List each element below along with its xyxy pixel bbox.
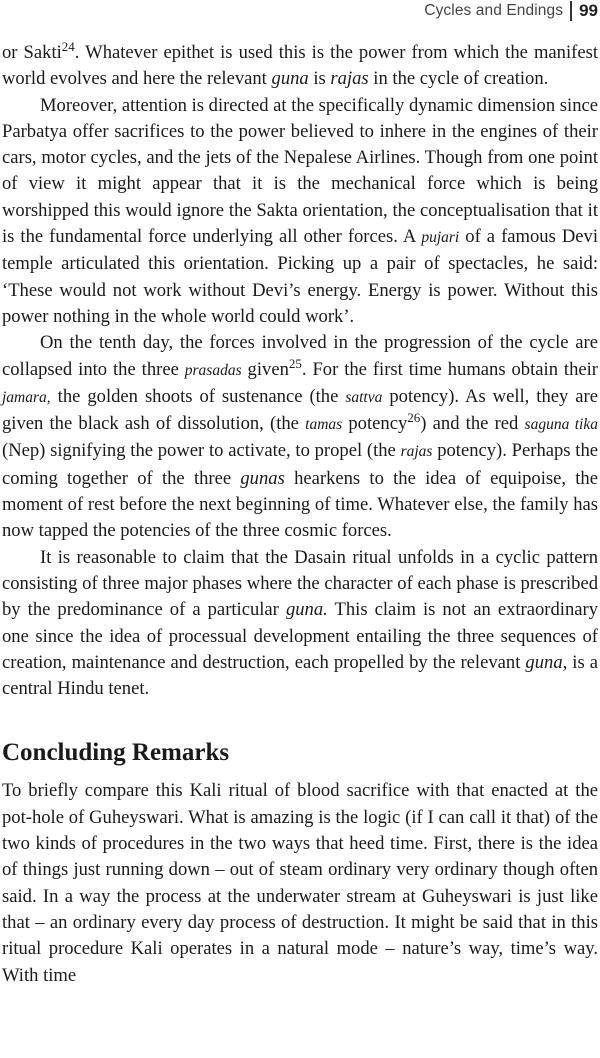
running-head [424,0,598,22]
page-number: 99 [579,1,598,20]
italic-term: gunas [240,467,285,489]
paragraph [2,330,598,544]
italic-term: prasadas [184,361,242,379]
italic-term: guna [271,68,309,90]
text-run: . Whatever epithet is used this is the power from which the manifest world evolves and here the relevant [2,42,598,90]
text-run: in the cycle of creation. [368,68,549,90]
section-heading: Concluding Remarks [2,739,230,767]
footnote-ref: 26 [407,409,421,425]
text-run: On the tenth day, the forces involved in the progression of the cycle are collapsed into the three [2,332,598,380]
text-run: is [308,68,331,90]
text-run: . For the first time humans obtain their [301,358,598,380]
italic-term: saguna tika [524,416,598,434]
italic-term: rajas [400,443,433,461]
text-run: the golden shoots of sustenance (the [50,385,346,407]
paragraph [2,545,598,703]
text-run: (Nep) signifying the power to activate, to propel (the [2,440,401,462]
text-run: potency). Perhaps the coming together of the three [2,440,598,489]
text-run: ) and the red [420,413,525,435]
running-head-divider [570,1,572,21]
italic-term: tamas [305,416,343,434]
italic-term: guna. [285,599,328,621]
italic-term: guna, [525,651,568,673]
text-run: is a central Hindu tenet. [2,651,599,700]
running-head-title: Cycles and Endings [424,2,564,19]
body-text [2,40,598,989]
footnote-ref: 25 [288,355,302,371]
italic-term: pujari [421,229,460,247]
text-run: of a famous Devi temple articulated this orientation. Picking up a pair of spectacles, he said: ‘These would not work without Devi’s energy. Energy is power. Without this power nothing in the whole world could work’. [2,226,598,327]
italic-term: rajas [330,68,369,90]
italic-term: jamara, [2,388,51,406]
section-paragraph: To briefly compare this Kali ritual of blood sacrifice with that enacted at the pot-hole of Guheyswari. What is amazing is the logic (if I can call it that) of the two kinds of procedures in the two ways that heed time. First, there is the idea of things just running down – out of steam ordinary very ordinary though often said. In a way the process at the underwater stream at Guheyswari is just like that – an ordinary every day process of destruction. It might be said that in this ritual procedure Kali operates in a natural mode – nature’s way, time’s way. With time [2,780,598,986]
text-run: given [241,358,289,380]
text-run: potency). As well, they are given the black ash of dissolution, (the [2,385,598,435]
text-run: Moreover, attention is directed at the specifically dynamic dimension since Parbatya offer sacrifices to the power believed to inhere in the engines of their cars, motor cycles, and the jets of the Nepalese Airlines. Though from one point of view it might appear that it is the mechanical force which is being worshipped this would ignore the Sakta orientation, the conceptualisation that it is the fundamental force underlying all other forces. A [2,94,598,248]
text-run: or Sakti [2,42,62,63]
italic-term: sattva [345,388,383,406]
text-run: This claim is not an extraordinary one since the idea of processual development entailing the three sequences of creation, maintenance and destruction, each propelled by the relevant [2,599,598,673]
paragraph [2,40,598,93]
paragraph [2,93,598,331]
text-run: hearkens to the idea of equipoise, the moment of rest before the next beginning of time. Whatever else, the family has now tapped the potencies of the three cosmic forces. [2,467,598,542]
text-run: It is reasonable to claim that the Dasain ritual unfolds in a cyclic pattern consisting of three major phases where the character of each phase is prescribed by the predominance of a particular [2,546,598,621]
text-run: potency [342,413,408,435]
footnote-ref: 24 [61,38,75,54]
